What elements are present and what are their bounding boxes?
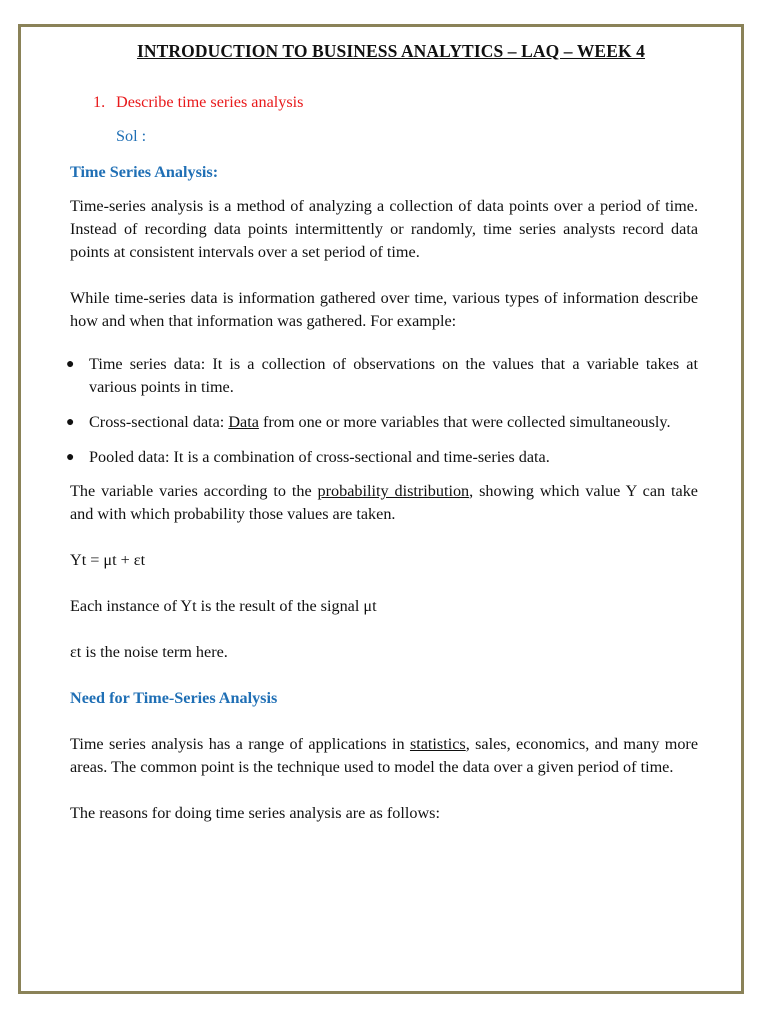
list-item-text: Time series data: It is a collection of observations on the values that a variable takes at various points in time. [89, 355, 698, 396]
statistics-link[interactable]: statistics [409, 735, 466, 753]
list-item [66, 411, 698, 434]
question-text: Describe time series analysis [116, 93, 304, 111]
paragraph-probability [70, 480, 698, 526]
question-1 [93, 91, 698, 114]
probability-distribution-link[interactable]: probability distribution [317, 482, 470, 500]
list-item-text-post: from one or more variables that were collected simultaneously. [258, 413, 671, 431]
data-types-list [66, 353, 698, 469]
section-heading-time-series: Time Series Analysis: [70, 163, 219, 181]
list-item [66, 353, 698, 399]
paragraph-post: , sales, economics, and many more areas. The common point is the technique used to model the data over a given period of time. [70, 735, 698, 776]
solution-label: Sol : [116, 127, 147, 145]
section-heading-need: Need for Time-Series Analysis [70, 689, 278, 707]
bullet-icon: ● [66, 415, 75, 430]
list-item-text: Pooled data: It is a combination of cross-sectional and time-series data. [89, 448, 550, 466]
list-item-text-pre: Cross-sectional data: [89, 413, 229, 431]
document-title: INTRODUCTION TO BUSINESS ANALYTICS – LAQ – WEEK 4 [136, 41, 646, 61]
paragraph-reasons: The reasons for doing time series analysis are as follows: [70, 804, 440, 822]
document-body [66, 40, 698, 825]
bullet-icon: ● [66, 450, 75, 465]
paragraph-types-intro: While time-series data is information gathered over time, various types of information describe how and when that information was gathered. For example: [70, 289, 698, 330]
data-link[interactable]: Data [228, 413, 259, 431]
bullet-icon: ● [66, 357, 75, 372]
paragraph-pre: Time series analysis has a range of applications in [70, 735, 410, 753]
list-item [66, 446, 698, 469]
paragraph-definition: Time-series analysis is a method of analyzing a collection of data points over a period of time. Instead of recording data points intermittently or randomly, time series analysts record data points at consistent intervals over a set period of time. [70, 197, 698, 261]
paragraph-noise: εt is the noise term here. [70, 643, 228, 661]
paragraph-applications [70, 733, 698, 779]
equation: Yt = μt + εt [70, 551, 146, 569]
question-number: 1. [93, 93, 106, 111]
paragraph-pre: The variable varies according to the [70, 482, 318, 500]
paragraph-signal: Each instance of Yt is the result of the signal μt [70, 597, 377, 615]
paragraph-post: , showing which value Y can take and with which probability those values are taken. [70, 482, 698, 523]
